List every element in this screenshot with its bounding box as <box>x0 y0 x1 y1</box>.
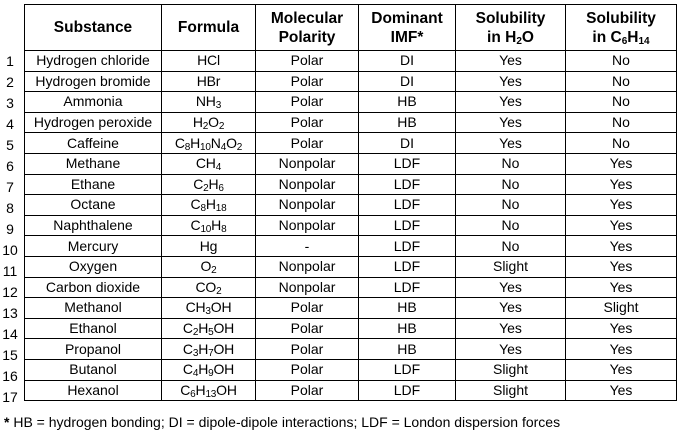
header-solubility-h2o: Solubility in $H_2O$ <box>456 5 566 51</box>
header-solubility-hexane: Solubility in $C_6H_{14}$ <box>566 5 677 51</box>
row-number: 9 <box>6 220 14 237</box>
polarity-cell: Nonpolar <box>256 153 359 174</box>
table-row <box>25 112 677 133</box>
polarity-cell: Polar <box>256 71 359 92</box>
row-number: 12 <box>2 284 18 301</box>
h2o-solubility-cell: Yes <box>456 298 566 319</box>
row-number: 6 <box>6 157 14 174</box>
solubility-table <box>24 4 677 401</box>
header-row <box>25 5 677 51</box>
substance-cell: Hydrogen peroxide <box>25 112 162 133</box>
imf-cell: DI <box>359 133 456 154</box>
formula-cell: HBr <box>162 71 256 92</box>
imf-cell: LDF <box>359 380 456 401</box>
formula-cell: $C_8H_{18}$ <box>162 195 256 216</box>
row-number: 11 <box>2 263 18 279</box>
imf-cell: LDF <box>359 236 456 257</box>
hexane-solubility-cell: No <box>566 51 677 72</box>
table-row <box>25 359 677 380</box>
formula-cell: HCl <box>162 51 256 72</box>
table-row <box>25 92 677 113</box>
row-number: 16 <box>2 368 18 385</box>
imf-cell: LDF <box>359 174 456 195</box>
h2o-solubility-cell: Yes <box>456 277 566 298</box>
footnote-text: HB = hydrogen bonding; DI = dipole-dipole interactions; LDF = London dispersion forces <box>13 414 561 430</box>
header-polarity: Molecular Polarity <box>256 5 359 51</box>
h2o-solubility-cell: Yes <box>456 133 566 154</box>
h2o-solubility-cell: Yes <box>456 92 566 113</box>
imf-cell: HB <box>359 92 456 113</box>
formula-cell: $H_2O_2$ <box>162 112 256 133</box>
h2o-solubility-cell: Yes <box>456 112 566 133</box>
h2o-solubility-cell: Yes <box>456 339 566 360</box>
imf-cell: HB <box>359 112 456 133</box>
table-row <box>25 133 677 154</box>
polarity-cell: Polar <box>256 380 359 401</box>
substance-cell: Octane <box>25 195 162 216</box>
table-row <box>25 215 677 236</box>
hexane-solubility-cell: Yes <box>566 236 677 257</box>
h2o-solubility-cell: No <box>456 153 566 174</box>
formula-cell: $C_6H_{13}OH$ <box>162 380 256 401</box>
imf-cell: LDF <box>359 359 456 380</box>
hexane-solubility-cell: No <box>566 92 677 113</box>
h2o-solubility-cell: Slight <box>456 256 566 277</box>
table-row <box>25 339 677 360</box>
row-number: 17 <box>2 389 18 406</box>
formula-cell: $O_2$ <box>162 256 256 277</box>
formula-cell: $C_2H_5OH$ <box>162 318 256 339</box>
imf-cell: LDF <box>359 195 456 216</box>
substance-cell: Mercury <box>25 236 162 257</box>
h2o-solubility-cell: Slight <box>456 380 566 401</box>
polarity-cell: Polar <box>256 298 359 319</box>
imf-cell: DI <box>359 51 456 72</box>
substance-cell: Hydrogen bromide <box>25 71 162 92</box>
hexane-solubility-cell: Yes <box>566 174 677 195</box>
row-number: 13 <box>2 305 18 322</box>
imf-cell: LDF <box>359 153 456 174</box>
imf-cell: HB <box>359 318 456 339</box>
row-number: 8 <box>6 199 14 216</box>
substance-cell: Propanol <box>25 339 162 360</box>
hexane-solubility-cell: Yes <box>566 359 677 380</box>
imf-cell: LDF <box>359 256 456 277</box>
table-row <box>25 256 677 277</box>
h2o-solubility-cell: No <box>456 174 566 195</box>
polarity-cell: Polar <box>256 359 359 380</box>
table-row <box>25 236 677 257</box>
table-row <box>25 174 677 195</box>
row-number: 15 <box>2 347 18 364</box>
hexane-solubility-cell: Yes <box>566 277 677 298</box>
row-number: 4 <box>6 115 14 132</box>
hexane-solubility-cell: Yes <box>566 380 677 401</box>
formula-cell: $C_{10}H_8$ <box>162 215 256 236</box>
table-row <box>25 298 677 319</box>
imf-cell: HB <box>359 298 456 319</box>
substance-cell: Hydrogen chloride <box>25 51 162 72</box>
hexane-solubility-cell: Yes <box>566 195 677 216</box>
header-substance: Substance <box>25 5 162 51</box>
substance-cell: Carbon dioxide <box>25 277 162 298</box>
formula-cell: $CH_4$ <box>162 153 256 174</box>
footnote <box>4 414 560 430</box>
table-row <box>25 51 677 72</box>
hexane-solubility-cell: Yes <box>566 153 677 174</box>
hexane-solubility-cell: No <box>566 112 677 133</box>
polarity-cell: Nonpolar <box>256 195 359 216</box>
table-row <box>25 71 677 92</box>
substance-cell: Ammonia <box>25 92 162 113</box>
header-formula: Formula <box>162 5 256 51</box>
row-number: 3 <box>6 94 14 111</box>
row-number: 2 <box>6 73 14 90</box>
polarity-cell: Polar <box>256 112 359 133</box>
h2o-solubility-cell: Yes <box>456 318 566 339</box>
hexane-solubility-cell: No <box>566 133 677 154</box>
polarity-cell: Polar <box>256 133 359 154</box>
polarity-cell: Polar <box>256 92 359 113</box>
polarity-cell: Polar <box>256 339 359 360</box>
imf-cell: LDF <box>359 277 456 298</box>
footnote-marker: * <box>4 414 10 430</box>
hexane-solubility-cell: Yes <box>566 339 677 360</box>
substance-cell: Oxygen <box>25 256 162 277</box>
h2o-solubility-cell: No <box>456 236 566 257</box>
table-row <box>25 380 677 401</box>
formula-cell: $C_8H_{10}N_4O_2$ <box>162 133 256 154</box>
formula-cell: $NH_3$ <box>162 92 256 113</box>
hexane-solubility-cell: Yes <box>566 318 677 339</box>
polarity-cell: Polar <box>256 51 359 72</box>
polarity-cell: Nonpolar <box>256 215 359 236</box>
table-row <box>25 318 677 339</box>
row-number: 10 <box>2 241 18 258</box>
polarity-cell: - <box>256 236 359 257</box>
imf-cell: DI <box>359 71 456 92</box>
row-number: 14 <box>2 326 18 343</box>
table-row <box>25 277 677 298</box>
h2o-solubility-cell: Yes <box>456 71 566 92</box>
hexane-solubility-cell: Yes <box>566 256 677 277</box>
substance-cell: Methanol <box>25 298 162 319</box>
hexane-solubility-cell: Yes <box>566 215 677 236</box>
h2o-solubility-cell: No <box>456 215 566 236</box>
polarity-cell: Nonpolar <box>256 174 359 195</box>
formula-cell: $CH_3OH$ <box>162 298 256 319</box>
h2o-solubility-cell: Yes <box>456 51 566 72</box>
row-number: 5 <box>6 136 14 153</box>
substance-cell: Ethanol <box>25 318 162 339</box>
table-row <box>25 153 677 174</box>
h2o-solubility-cell: No <box>456 195 566 216</box>
substance-cell: Naphthalene <box>25 215 162 236</box>
table-row <box>25 195 677 216</box>
formula-cell: Hg <box>162 236 256 257</box>
h2o-solubility-cell: Slight <box>456 359 566 380</box>
formula-cell: $C_4H_9OH$ <box>162 359 256 380</box>
formula-cell: $CO_2$ <box>162 277 256 298</box>
substance-cell: Methane <box>25 153 162 174</box>
row-number: 7 <box>6 178 14 195</box>
formula-cell: $C_3H_7OH$ <box>162 339 256 360</box>
row-number: 1 <box>6 52 14 69</box>
polarity-cell: Polar <box>256 318 359 339</box>
hexane-solubility-cell: Slight <box>566 298 677 319</box>
substance-cell: Ethane <box>25 174 162 195</box>
polarity-cell: Nonpolar <box>256 277 359 298</box>
formula-cell: $C_2H_6$ <box>162 174 256 195</box>
header-imf: Dominant IMF* <box>359 5 456 51</box>
substance-cell: Butanol <box>25 359 162 380</box>
polarity-cell: Nonpolar <box>256 256 359 277</box>
imf-cell: LDF <box>359 215 456 236</box>
substance-cell: Hexanol <box>25 380 162 401</box>
imf-cell: HB <box>359 339 456 360</box>
hexane-solubility-cell: No <box>566 71 677 92</box>
substance-cell: Caffeine <box>25 133 162 154</box>
